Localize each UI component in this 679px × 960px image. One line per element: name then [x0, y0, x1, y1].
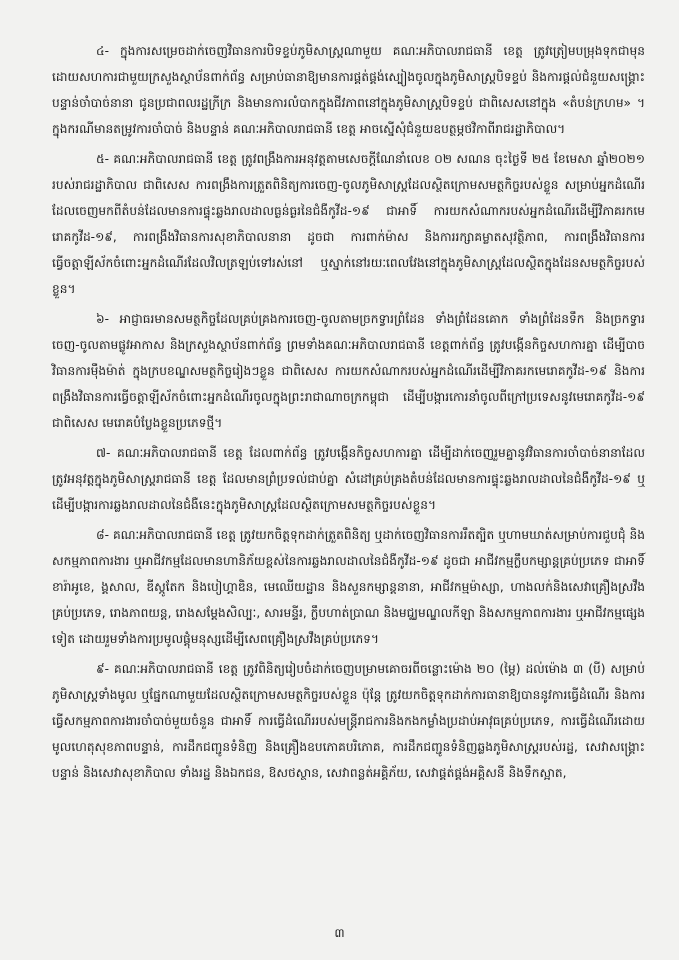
clause-8 — [52, 522, 645, 652]
clause-text: គណៈអភិបាលរាជធានី ខេត្ត ត្រូវពិនិត្យរៀបចំដាក់ចេញបម្រាមគោចរពីចន្លោះម៉ោង ២០ (ម្ភៃ) ដល់ម៉ោង ៣ (បី) សម្រាប់ភូមិសាស្រ្តទាំងមូល ឬផ្នែកណាមួយដែលស្ថិតក្រោមសមត្ថកិច្ចរបស់ខ្លួន ប៉ុន្តែ ត្រូវយកចិត្តទុកដាក់ការធានាឱ្យបាននូវការធ្វើដំណើរ និងការធ្វើសកម្មភាពការងារចាំបាច់មួយចំនួន ជាអាទិ៍ ការធ្វើដំណើររបស់មន្ត្រីរាជការនិងកងកម្លាំងប្រដាប់អាវុធគ្រប់ប្រភេទ, ការធ្វើដំណើរដោយមូលហេតុសុខភាពបន្ទាន់, ការដឹកជញ្ជូនទំនិញ និងគ្រឿងឧបភោគបរិភោគ, ការដឹកជញ្ជូនទំនិញឆ្លងភូមិសាស្រ្តរបស់រដ្ឋ, សេវាសង្គ្រោះបន្ទាន់ និងសេវាសុខាភិបាល ទាំងរដ្ឋ និងឯកជន, ឱសថស្ថាន, សេវាពន្លត់អគ្គិភ័យ, សេវាផ្គត់ផ្គង់អគ្គិសនី និងទឹកស្អាត, — [52, 662, 645, 780]
clause-text: គណៈអភិបាលរាជធានី ខេត្ត ត្រូវពង្រឹងការអនុវត្តតាមសេចក្តីណែនាំលេខ ០២ សណន ចុះថ្ងៃទី ២៥ ខែមេសា ឆ្នាំ២០២១ របស់រាជរដ្ឋាភិបាល ជាពិសេស ការពង្រឹងការត្រួតពិនិត្យការចេញ-ចូលភូមិសាស្រ្តដែលស្ថិតក្រោមសមត្ថកិច្ចរបស់ខ្លួន សម្រាប់អ្នកដំណើរដែលចេញមកពីតំបន់ដែលមានការផ្ទុះឆ្លងរាលដាលធ្ងន់ធ្ងរនៃជំងឺកូវីដ-១៩ ជាអាទិ៍ ការយកសំណាករបស់អ្នកដំណើរដើម្បីវិភាគរកមេរោគកូវីដ-១៩, ការពង្រឹងវិធានការសុខាភិបាលនានា ដូចជា ការពាក់ម៉ាស និងការរក្សាគម្លាតសុវត្ថិភាព, ការពង្រឹងវិធានការធ្វើចត្តាឡីស័កចំពោះអ្នកដំណើរដែលវិលត្រឡប់ទៅរស់នៅ ឬស្នាក់នៅរយៈពេលវែងនៅក្នុងភូមិសាស្រ្តដែលស្ថិតក្នុងដែនសមត្ថកិច្ចរបស់ខ្លួន។ — [52, 152, 646, 296]
clause-text: គណៈអភិបាលរាជធានី ខេត្ត ត្រូវយកចិត្តទុកដាក់ត្រួតពិនិត្យ ឬដាក់ចេញវិធានការរឹតត្បិត ឬហាមឃាត់សម្រាប់ការជួបជុំ និងសកម្មភាពការងារ ឬអាជីវកម្មដែលមានហានិភ័យខ្ពស់នៃការឆ្លងរាលដាលនៃជំងឺកូវីដ-១៩ ដូចជា អាជីវកម្មក្លឹបកម្សាន្តគ្រប់ប្រភេទ ជាអាទិ៍ ខារ៉ាអូខេ, ង្គសាល, ឌីស្កូតែក និងបៀហ្គាឌិន, មេឈើយដ្ឋាន និងសួនកម្សាន្តនានា, អាជីវកម្មម៉ាស្សា, ហាងលក់និងសេវាគ្រឿងស្រវឹងគ្រប់ប្រភេទ, រោងភាពយន្ត, រោងសម្តែងសិល្បៈ, សារមន្ទីរ, ក្លឹបហាត់ប្រាណ និងមជ្ឈមណ្ឌលកីឡា និងសកម្មភាពការងារ ឬអាជីវកម្មផ្សេងទៀត ដោយរួមទាំងការប្រមូលផ្តុំមនុស្សដើម្បីសេពគ្រឿងស្រវឹងគ្រប់ប្រភេទ។ — [52, 528, 645, 646]
clause-number: ៦- — [96, 312, 110, 326]
clause-text: អាជ្ញាធរមានសមត្ថកិច្ចដែលគ្រប់គ្រងការចេញ-ចូលតាមច្រកទ្វារព្រំដែន ទាំងព្រំដែនគោក ទាំងព្រំដែនទឹក និងច្រកទ្វារចេញ-ចូលតាមផ្លូវអាកាស និងក្រសួងស្ថាប័នពាក់ព័ន្ធ ព្រមទាំងគណៈអភិបាលរាជធានី ខេត្តពាក់ព័ន្ធ ត្រូវបង្កើនកិច្ចសហការគ្នា ដើម្បីបាចវិធានការម៉ឺងម៉ាត់ ក្នុងក្របខណ្ឌសមត្ថកិច្ចរៀងៗខ្លួន ជាពិសេស ការយកសំណាករបស់អ្នកដំណើរដើម្បីវិភាគរកមេរោគកូវីដ-១៩ និងការពង្រឹងវិធានការធ្វើចត្តាឡីស័កចំពោះអ្នកដំណើរចូលក្នុងព្រះរាជាណាចក្រកម្ពុជា ដើម្បីបង្ការកោរនាំចូលពីក្រៅប្រទេសនូវមេរោគកូវីដ-១៩ ជាពិសេស មេរោគបំប្លែងខ្លួនប្រភេទថ្មី។ — [52, 312, 645, 430]
clause-6 — [52, 306, 645, 436]
clause-4 — [52, 38, 645, 142]
clause-7 — [52, 440, 645, 518]
page-number: ៣ — [334, 926, 345, 940]
clause-number: ៥- — [96, 152, 110, 166]
clause-9 — [52, 656, 645, 786]
clause-number: ៧- — [96, 446, 111, 460]
clause-text: គណៈអភិបាលរាជធានី ខេត្ត ដែលពាក់ព័ន្ធ ត្រូវបង្កើនកិច្ចសហការគ្នា ដើម្បីដាក់ចេញរួមគ្នានូវវិធានការចាំបាច់នានាដែលត្រូវអនុវត្តក្នុងភូមិសាស្រ្តរាជធានី ខេត្ត ដែលមានព្រំប្រទល់ជាប់គ្នា សំដៅគ្រប់គ្រងតំបន់ដែលមានការផ្ទុះឆ្លងរាលដាលនៃជំងឺកូវីដ-១៩ ឬដើម្បីបង្ការការឆ្លងរាលដាលនៃជំងឺនេះក្នុងភូមិសាស្រ្តដែលស្ថិតក្រោមសមត្ថកិច្ចរបស់ខ្លួន។ — [52, 446, 645, 512]
clause-text: ក្នុងការសម្រេចដាក់ចេញវិធានការបិទខ្ទប់ភូមិសាស្រ្តណាមួយ គណៈអភិបាលរាជធានី ខេត្ត ត្រូវត្រៀមបម្រុងទុកជាមុន ដោយសហការជាមួយក្រសួងស្ថាប័នពាក់ព័ន្ធ សម្រាប់ធានាឱ្យមានការផ្គត់ផ្គង់ស្បៀងចូលក្នុងភូមិសាស្រ្តបិទខ្ទប់ និងការផ្តល់ជំនួយសង្គ្រោះបន្ទាន់ចាំបាច់នានា ជូនប្រជាពលរដ្ឋក្រីក្រ និងមានការលំបាកក្នុងជីវភាពនៅក្នុងភូមិសាស្រ្តបិទខ្ទប់ ជាពិសេសនៅក្នុង «តំបន់ក្រហម» ។ ក្នុងករណីមានតម្រូវការចាំបាច់ និងបន្ទាន់ គណៈអភិបាលរាជធានី ខេត្ត អាចស្នើសុំជំនួយឧបត្ថម្ភថវិកាពីរាជរដ្ឋាភិបាល។ — [52, 44, 645, 136]
clause-number: ៩- — [96, 662, 110, 676]
clause-number: ៤- — [96, 44, 110, 58]
clause-5 — [52, 146, 645, 302]
clause-number: ៨- — [96, 528, 110, 542]
